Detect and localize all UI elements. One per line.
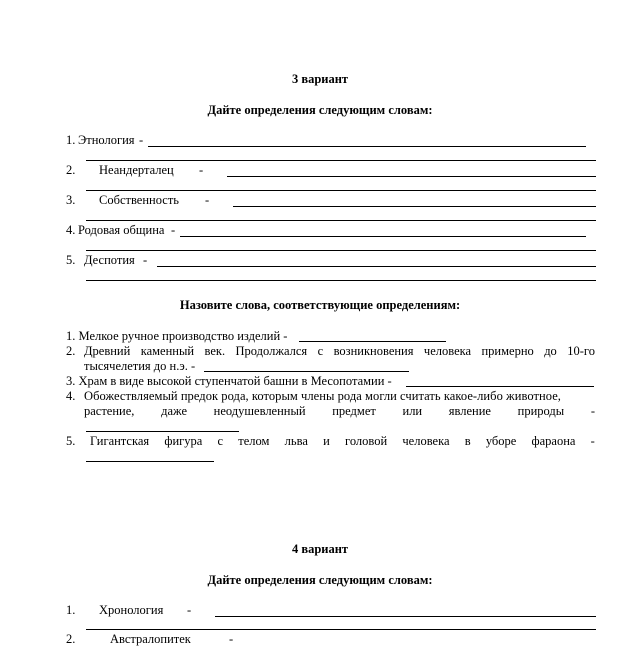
variant-3-definitions-heading: Дайте определения следующим словам: [207, 103, 433, 117]
answer-line[interactable] [180, 236, 586, 237]
term-dash: - [229, 632, 234, 646]
variant-3-title: 3 вариант [291, 72, 349, 86]
item-text: 3. Храм в виде высокой ступенчатой башни в Месопотамии - [66, 374, 392, 388]
term-dash: - [143, 253, 148, 267]
answer-line[interactable] [86, 220, 596, 221]
variant-4-definitions-heading: Дайте определения следующим словам: [207, 573, 433, 587]
item-text-line: растение, даже неодушевленный предмет или явление природы - [84, 404, 595, 418]
answer-line[interactable] [86, 461, 214, 462]
term-dash: - [199, 163, 204, 177]
variant-3-names-heading: Назовите слова, соответствующие определениям: [179, 298, 461, 312]
answer-line[interactable] [86, 190, 596, 191]
answer-line[interactable] [86, 250, 596, 251]
item-number: 3. [66, 193, 76, 207]
item-text: 1. Мелкое ручное производство изделий - [66, 329, 288, 343]
term-word: Родовая община [78, 223, 165, 237]
answer-line[interactable] [86, 280, 596, 281]
term-dash: - [205, 193, 210, 207]
item-text: тысячелетия до н.э. - [84, 359, 196, 373]
term-dash: - [139, 133, 144, 147]
item-number: 1. [66, 603, 76, 617]
term-word: Австралопитек [110, 632, 191, 646]
answer-line[interactable] [299, 341, 446, 342]
term-word: Собственность [99, 193, 179, 207]
answer-line[interactable] [86, 629, 596, 630]
item-number: 1. [66, 133, 76, 147]
item-text-line: Гигантская фигура с телом льва и головой человека в уборе фараона - [90, 434, 595, 448]
item-text: Обожествляемый предок рода, которым члены рода могли считать какое-либо животное, [84, 389, 561, 403]
answer-line[interactable] [215, 616, 596, 617]
term-dash: - [171, 223, 176, 237]
variant-4-title: 4 вариант [291, 542, 349, 556]
item-number: 4. [66, 223, 76, 237]
item-number: 2. [66, 344, 76, 358]
answer-line[interactable] [148, 146, 586, 147]
term-word: Неандерталец [99, 163, 174, 177]
answer-line[interactable] [233, 206, 596, 207]
answer-line[interactable] [406, 386, 594, 387]
answer-line[interactable] [86, 160, 596, 161]
item-number: 2. [66, 163, 76, 177]
answer-line[interactable] [86, 431, 239, 432]
term-word: Хронология [99, 603, 164, 617]
item-number: 4. [66, 389, 76, 403]
item-number: 5. [66, 253, 76, 267]
item-number: 2. [66, 632, 76, 646]
answer-line[interactable] [204, 371, 409, 372]
item-text-line: Древний каменный век. Продолжался с возникновения человека примерно до 10-го [84, 344, 595, 358]
answer-line[interactable] [157, 266, 596, 267]
term-word: Деспотия [84, 253, 135, 267]
term-dash: - [187, 603, 192, 617]
item-number: 5. [66, 434, 76, 448]
term-word: Этнология [78, 133, 135, 147]
answer-line[interactable] [227, 176, 596, 177]
